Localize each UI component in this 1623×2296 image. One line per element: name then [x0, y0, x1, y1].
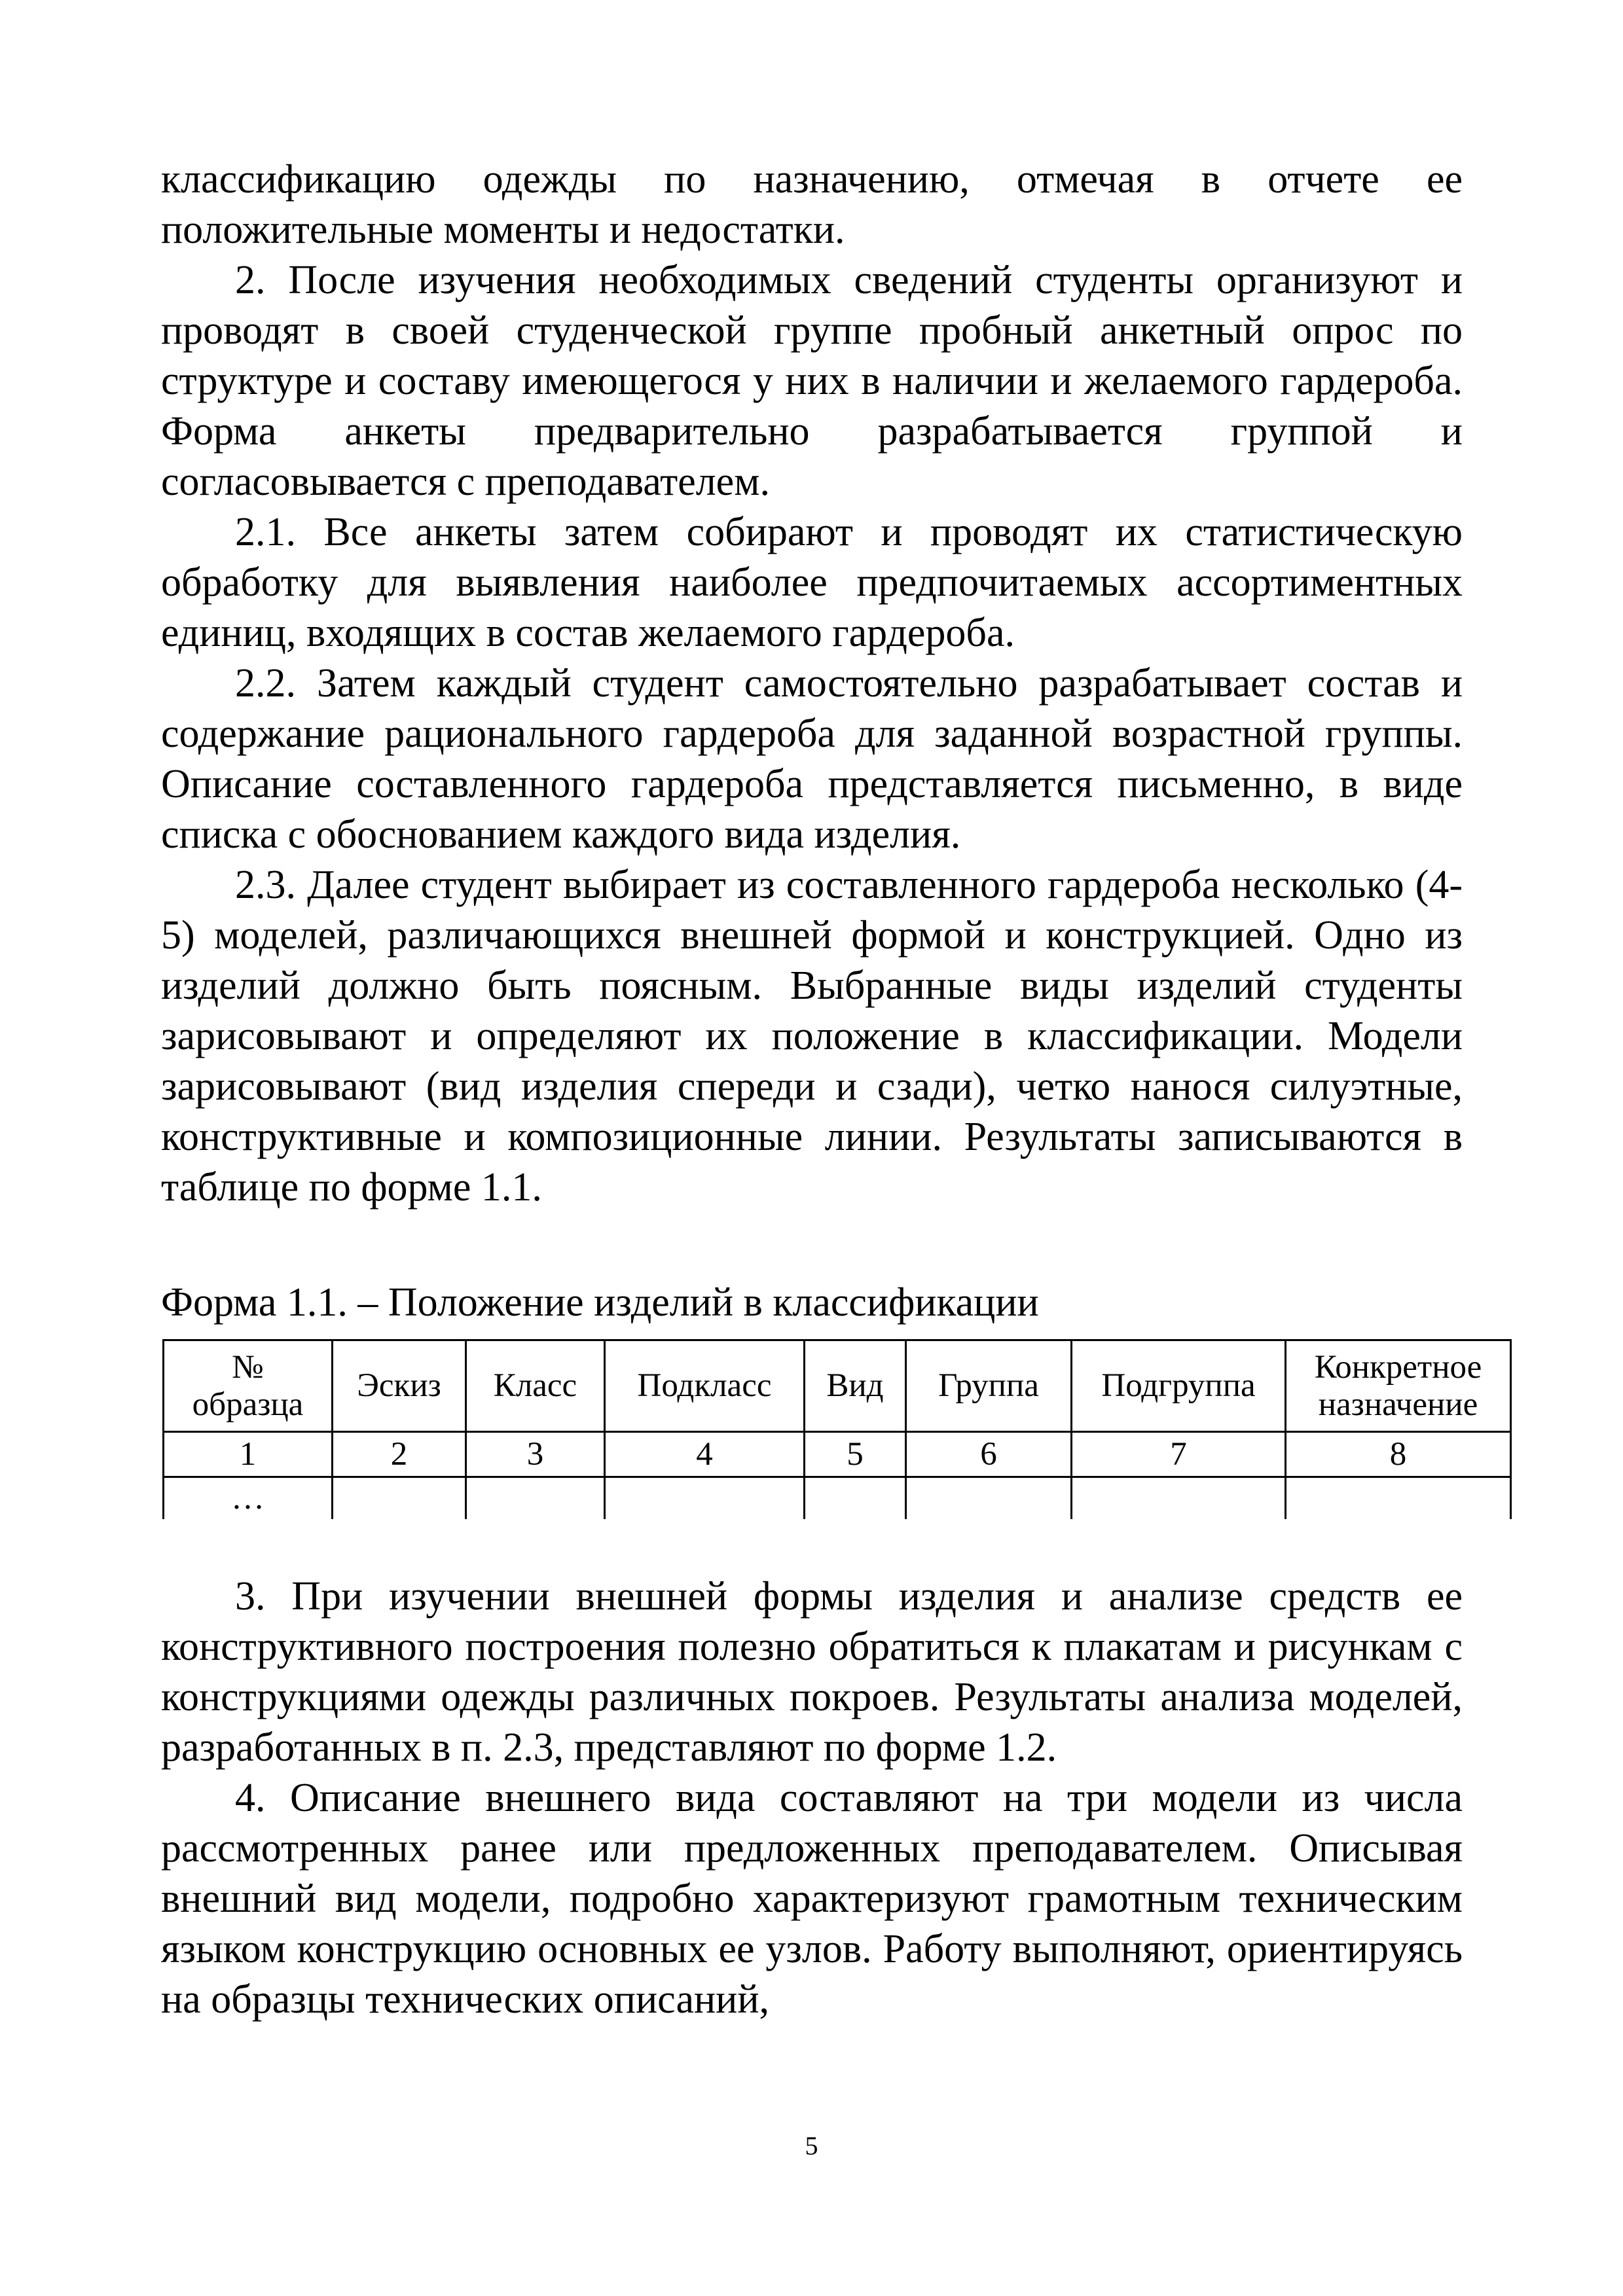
- header-line: №: [232, 1348, 264, 1386]
- header-subclass: [605, 1340, 805, 1432]
- table-cell: …: [164, 1477, 333, 1520]
- table-row-column-numbers: [164, 1432, 1511, 1477]
- page-number: 5: [805, 2131, 818, 2161]
- header-line: назначение: [1318, 1386, 1478, 1423]
- paragraphs-after-table: [161, 1571, 1463, 2025]
- table-cell: 7: [1072, 1432, 1286, 1477]
- header-line: Группа: [938, 1367, 1039, 1404]
- table-cell: 3: [466, 1432, 605, 1477]
- table-cell: [805, 1477, 906, 1520]
- table-cell: [605, 1477, 805, 1520]
- paragraph-item-2-2: 2.2. Затем каждый студент самостоятельно разрабатывает состав и содержание рационального гардероба для заданной возрастной группы. Описание составленного гардероба представляется письменно, в виде списка с обоснованием каждого вида изделия.: [161, 661, 1463, 857]
- paragraph-item-3: 3. При изучении внешней формы изделия и анализе средств ее конструктивного построения полезно обратиться к плакатам и рисункам с конструкциями одежды различных покроев. Результаты анализа моделей, разработанных в п. 2.3, представляют по форме 1.2.: [161, 1574, 1463, 1770]
- table-cell: 1: [164, 1432, 333, 1477]
- paragraph-item-2-3: 2.3. Далее студент выбирает из составленного гардероба несколько (4-5) моделей, различающихся внешней формой и конструкцией. Одно из изделий должно быть поясным. Выбранные виды изделий студенты зарисовывают и определяют их положение в классификации. Модели зарисовывают (вид изделия спереди и сзади), четко нанося силуэтные, конструктивные и композиционные линии. Результаты записываются в таблице по форме 1.1.: [161, 863, 1463, 1210]
- header-type: [805, 1340, 906, 1432]
- table-cell: 8: [1286, 1432, 1511, 1477]
- classification-table: [162, 1339, 1512, 1519]
- table-row-continuation: [164, 1477, 1511, 1520]
- table-cell: [1286, 1477, 1511, 1520]
- header-group: [906, 1340, 1072, 1432]
- paragraph-classification-continued: классификацию одежды по назначению, отмечая в отчете ее положительные моменты и недостатки.: [161, 157, 1463, 252]
- header-line: Класс: [493, 1367, 577, 1404]
- table-cell: 6: [906, 1432, 1072, 1477]
- paragraph-item-2: 2. После изучения необходимых сведений студенты организуют и проводят в своей студенческой группе пробный анкетный опрос по структуре и составу имеющегося у них в наличии и желаемого гардероба. Форма анкеты предварительно разрабатывается группой и согласовывается с преподавателем.: [161, 258, 1463, 504]
- table-cell: 4: [605, 1432, 805, 1477]
- header-line: Подгруппа: [1101, 1367, 1256, 1404]
- header-line: образца: [192, 1386, 304, 1423]
- table-header-row: [164, 1340, 1511, 1432]
- header-line: Конкретное: [1314, 1348, 1482, 1386]
- header-class: [466, 1340, 605, 1432]
- table-cell: [1072, 1477, 1286, 1520]
- table-cell: [906, 1477, 1072, 1520]
- paragraph-item-2-1: 2.1. Все анкеты затем собирают и проводят их статистическую обработку для выявления наиболее предпочитаемых ассортиментных единиц, входящих в состав желаемого гардероба.: [161, 510, 1463, 655]
- table-cell: 5: [805, 1432, 906, 1477]
- header-line: Вид: [826, 1367, 884, 1404]
- table-cell: [333, 1477, 466, 1520]
- table-cell: [466, 1477, 605, 1520]
- header-sketch: [333, 1340, 466, 1432]
- table-cell: 2: [333, 1432, 466, 1477]
- page-content: [161, 154, 1482, 2025]
- header-specific-purpose: [1286, 1340, 1511, 1432]
- paragraph-item-4: 4. Описание внешнего вида составляют на три модели из числа рассмотренных ранее или предложенных преподавателем. Описывая внешний вид модели, подробно характеризуют грамотным техническим языком конструкцию основных ее узлов. Работу выполняют, ориентируясь на образцы технических описаний,: [161, 1776, 1463, 2022]
- header-sample-number: [164, 1340, 333, 1432]
- header-line: Эскиз: [357, 1367, 441, 1404]
- form-caption: Форма 1.1. – Положение изделий в классификации: [161, 1280, 1039, 1325]
- header-subgroup: [1072, 1340, 1286, 1432]
- header-line: Подкласс: [637, 1367, 772, 1404]
